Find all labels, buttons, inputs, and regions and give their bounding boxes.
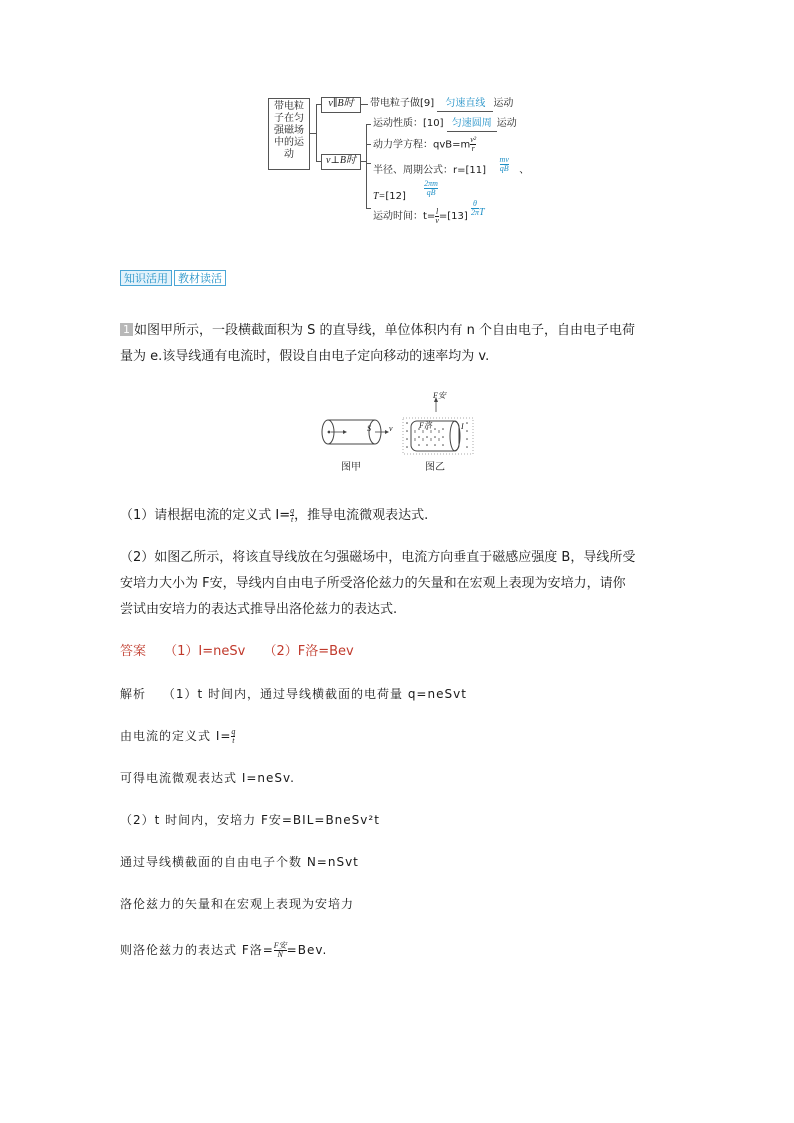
tag-knowledge: 知识活用 xyxy=(120,270,172,286)
branch-perp-box: v⊥B时 xyxy=(321,154,361,170)
time-line: 运动时间：t= $\frac{l}{v}$ =[13] $\frac{\theta}{2\pi}$ T xyxy=(373,199,485,225)
answer-part-1: （1）I=neSv xyxy=(164,644,246,659)
figure-caption-b: 图乙 xyxy=(425,462,445,473)
problem-stem xyxy=(120,318,680,370)
solution-line-2: 由电流的定义式 I= $\frac{q}{t}$ xyxy=(120,727,236,745)
dynamics-line: 动力学方程：qvB=m $\frac{\text{v²}}{r}$ xyxy=(373,135,477,153)
solution-line-6: 洛伦兹力的矢量和在宏观上表现为安培力 xyxy=(120,897,355,911)
root-line: 中的运 xyxy=(274,137,304,148)
fig-label-f-an: F安 xyxy=(433,391,446,400)
branch-parallel-box: v∥B时 xyxy=(321,97,361,113)
solution-line-7: 则洛伦兹力的表达式 F洛= $\frac{\text{F安}}{N}$ =Bev. xyxy=(120,941,328,959)
solution-line-1: 解析 （1）t 时间内，通过导线横截面的电荷量 q=neSvt xyxy=(120,687,467,701)
answer-line xyxy=(120,639,680,665)
mindmap-root-box xyxy=(268,98,310,170)
motion-nature-line: 运动性质：[10] 匀速圆周 运动 xyxy=(373,117,517,132)
part2-line-3: 尝试由安培力的表达式推导出洛伦兹力的表达式. xyxy=(120,602,398,617)
root-line: 强磁场 xyxy=(274,125,304,136)
part2-line-2: 安培力大小为 F安，导线内自由电子所受洛伦兹力的矢量和在宏观上表现为安培力，请你 xyxy=(120,576,626,591)
question-part-2 xyxy=(120,545,680,623)
parallel-line: 带电粒子做[9] 匀速直线 运动 xyxy=(370,97,513,112)
figure-caption-a: 图甲 xyxy=(341,462,361,473)
figure-area xyxy=(315,390,485,472)
answer-label: 答案 xyxy=(120,644,147,659)
fig-label-f-luo: F洛 xyxy=(419,421,432,430)
root-line: 动 xyxy=(284,149,294,160)
answer-part-2: （2）F洛=Bev xyxy=(263,644,354,659)
stem-line-1: 如图甲所示，一段横截面积为 S 的直导线，单位体积内有 n 个自由电子，自由电子电荷 xyxy=(134,323,636,338)
tag-textbook: 教材读活 xyxy=(174,270,226,286)
section-tag xyxy=(120,270,226,286)
problem-number-badge: 1 xyxy=(120,323,133,336)
period-line: T=[12] $\frac{2\pi m}{qB}$ xyxy=(373,179,438,202)
solution-label: 解析 xyxy=(120,687,147,701)
solution-line-3: 可得电流微观表达式 I=neSv. xyxy=(120,771,295,785)
question-part-1: （1）请根据电流的定义式 I= $\frac{q}{t}$ ，推导电流微观表达式. xyxy=(120,506,429,524)
stem-line-2: 量为 e.该导线通有电流时，假设自由电子定向移动的速率均为 v. xyxy=(120,349,490,364)
radius-line: 半径、周期公式：r=[11] $\frac{mv}{qB}$ 、 xyxy=(373,155,530,176)
root-line: 子在匀 xyxy=(274,113,304,124)
solution-line-5: 通过导线横截面的自由电子个数 N=nSvt xyxy=(120,855,359,869)
root-line: 带电粒 xyxy=(274,101,304,112)
answer-blank-9: 匀速直线 xyxy=(437,97,493,112)
part2-line-1: （2）如图乙所示，将该直导线放在匀强磁场中，电流方向垂直于磁感应强度 B，导线所受 xyxy=(120,550,636,565)
fig-label-i: I xyxy=(461,422,464,431)
answer-blank-10: 匀速圆周 xyxy=(447,117,497,132)
fig-label-s: S xyxy=(367,424,371,433)
solution-line-4: （2）t 时间内，安培力 F安=BIL=BneSv²t xyxy=(120,813,380,827)
figure-a-cylinder xyxy=(322,420,389,444)
fig-label-v: v xyxy=(389,424,393,433)
